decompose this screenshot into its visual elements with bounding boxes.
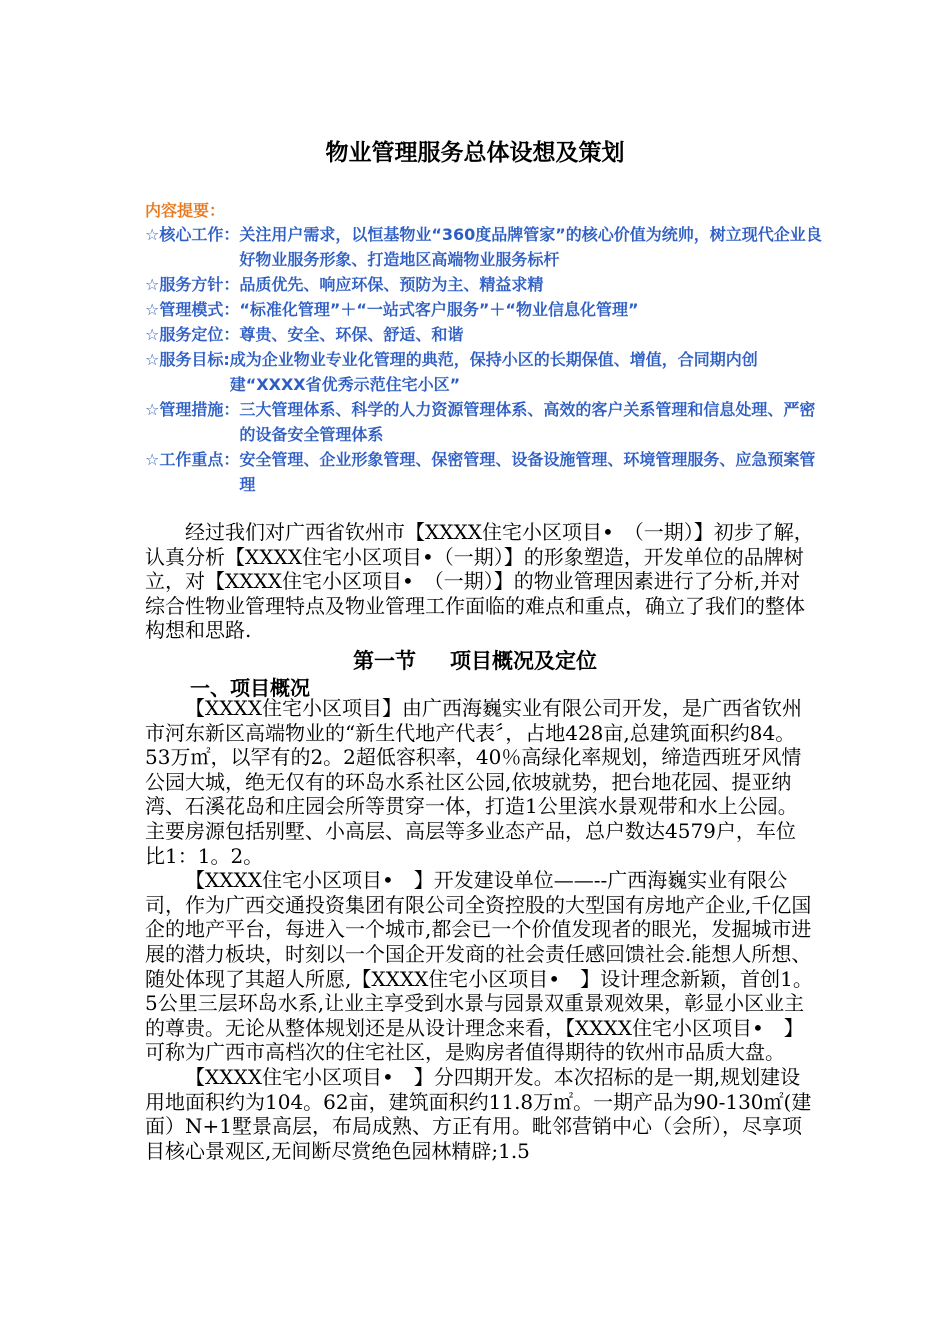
summary-item — [145, 347, 825, 397]
summary-item-value: 成为企业物业专业化管理的典范，保持小区的长期保值、增值，合同期内创建“XXXX省优秀示范住宅小区” — [229, 350, 758, 394]
section-title: 项目概况及定位 — [450, 649, 597, 673]
summary-item-key: ☆核心工作： — [145, 225, 240, 244]
summary-item — [145, 397, 825, 447]
summary-item-value: “标准化管理”＋“一站式客户服务”＋“物业信息化管理” — [239, 300, 639, 319]
summary-item-key: ☆服务方针： — [145, 275, 240, 294]
summary-item-value: 安全管理、企业形象管理、保密管理、设备设施管理、环境管理服务、应急预案管理 — [239, 450, 816, 494]
intro-block — [145, 520, 815, 643]
summary-item-key: ☆服务目标: — [145, 350, 230, 369]
document-title: 物业管理服务总体设想及策划 — [325, 140, 625, 166]
summary-list — [145, 222, 825, 497]
body-paragraph: 【XXXX住宅小区项目】由广西海巍实业有限公司开发，是广西省钦州市河东新区高端物业的“新生代地产代表〞，占地428亩,总建筑面积约84。53万㎡，以罕有的2。2超低容积率，40％高绿化率规划，缔造西班牙风情公园大城，绝无仅有的环岛水系社区公园,依坡就势，把台地花园、提亚纳湾、石溪花岛和庄园会所等贯穿一体，打造1公里滨水景观带和水上公园。主要房源包括别墅、小高层、高层等多业态产品，总户数达4579户，车位比1：1。2。 — [145, 696, 802, 868]
section-number: 第一节 — [353, 649, 416, 673]
summary-item — [145, 322, 825, 347]
summary-item — [145, 447, 825, 497]
summary-item — [145, 297, 825, 322]
summary-item-value: 关注用户需求，以恒基物业“360度品牌管家”的核心价值为统帅，树立现代企业良好物业服务形象、打造地区高端物业服务标杆 — [239, 225, 822, 269]
summary-item-value: 品质优先、响应环保、预防为主、精益求精 — [239, 275, 544, 294]
section-heading — [0, 645, 950, 675]
body-paragraph: 【XXXX住宅小区项目• 】开发建设单位——--广西海巍实业有限公司，作为广西交通投资集团有限公司全资控股的大型国有房地产企业,千亿国企的地产平台，每进入一个城市,都会已一个价值发现者的眼光，发掘城市进展的潜力板块，时刻以一个国企开发商的社会责任感回馈社会.能想人所想、随处体现了其超人所愿,【XXXX住宅小区项目• 】设计理念新颖，首创1。5公里三层环岛水系,让业主享受到水景与园景双重景观效果，彰显小区业主的尊贵。无论从整体规划还是从设计理念来看，【XXXX住宅小区项目• 】可称为广西市高档次的住宅社区，是购房者值得期待的钦州市品质大盘。 — [145, 868, 813, 1065]
summary-item — [145, 272, 825, 297]
summary-item-key: ☆管理措施： — [145, 400, 240, 419]
summary-item-key: ☆工作重点： — [145, 450, 240, 469]
intro-paragraph: 经过我们对广西省钦州市【XXXX住宅小区项目• （一期）】初步了解，认真分析【XXXX住宅小区项目•（一期）】的形象塑造，开发单位的品牌树立，对【XXXX住宅小区项目• （一期）】的物业管理因素进行了分析,并对综合性物业管理特点及物业管理工作面临的难点和重点，确立了我们的整体构想和思路. — [145, 520, 814, 643]
summary-item-key: ☆服务定位： — [145, 325, 240, 344]
summary-item — [145, 222, 825, 272]
summary-item-value: 尊贵、安全、环保、舒适、和谐 — [239, 325, 464, 344]
body-paragraph: 【XXXX住宅小区项目• 】分四期开发。本次招标的是一期,规划建设用地面积约为104。62亩，建筑面积约11.8万㎡。一期产品为90-130㎡(建面）N+1墅景高层，布局成熟、方正有用。毗邻营销中心（会所），尽享项目核心景观区,无间断尽赏绝色园林精辟;1.5 — [145, 1064, 812, 1163]
summary-item-value: 三大管理体系、科学的人力资源管理体系、高效的客户关系管理和信息处理、严密的设备安全管理体系 — [239, 400, 816, 444]
body-block — [145, 696, 815, 1163]
summary-item-key: ☆管理模式： — [145, 300, 240, 319]
summary-label: 内容提要： — [145, 201, 226, 220]
subsection-heading: 一、项目概况 — [190, 676, 310, 700]
